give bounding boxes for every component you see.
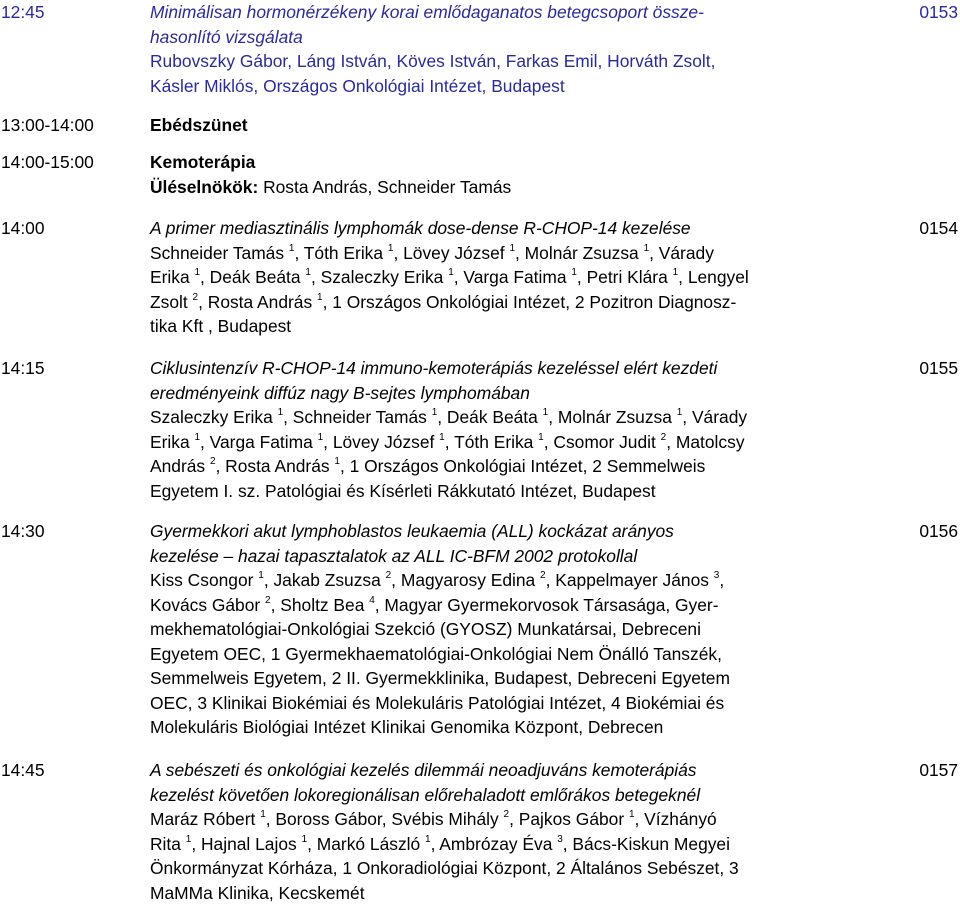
entry-content: [150, 0, 890, 98]
entry-time: 13:00-14:00: [1, 115, 94, 135]
chairs-names: Rosta András, Schneider Tamás: [258, 176, 512, 197]
talk-title-line: A primer mediasztinális lymphomák dose-dense R-CHOP-14 kezelése: [150, 218, 691, 238]
author-line: Önkormányzat Kórháza, 1 Onkoradiológiai Központ, 2 Általános Sebészet, 3: [150, 858, 739, 878]
author-line: Kásler Miklós, Országos Onkológiai Intézet, Budapest: [150, 75, 565, 96]
talk-title-line: kezelést követően lokoregionálisan előrehaladott emlőrákos betegeknél: [150, 784, 701, 805]
affiliation-superscript: 1: [439, 431, 445, 443]
session-content: [150, 150, 890, 199]
entry-time: 14:00: [1, 218, 45, 238]
entry-time: 12:45: [1, 2, 45, 22]
author-line: Egyetem OEC, 1 Gyermekhaematológiai-Onkológiai Nem Önálló Tanszék,: [150, 643, 722, 664]
author-line: Semmelweis Egyetem, 2 II. Gyermekklinika, Budapest, Debreceni Egyetem: [150, 668, 730, 688]
author-line: Egyetem I. sz. Patológiai és Kísérleti Rákkutató Intézet, Budapest: [150, 480, 656, 501]
abstract-code: 0154: [919, 218, 958, 238]
affiliation-superscript: 1: [628, 809, 635, 821]
author-line: Erika $^1$, Deák Beáta $^1$, Szaleczky Erika $^1$, Varga Fatima $^1$, Petri Klára $^1$, Lengyel: [150, 267, 749, 287]
entry-content: [150, 113, 890, 138]
affiliation-superscript: 1: [431, 407, 438, 419]
talk-title-line: Minimálisan hormonérzékeny korai emlődaganatos betegcsoport össze-: [150, 2, 704, 22]
abstract-code: 0157: [919, 760, 958, 780]
author-line: mekhematológiai-Onkológiai Szekció (GYOSZ) Munkatársai, Debreceni: [150, 619, 701, 639]
entry-time: 14:45: [1, 760, 45, 780]
talk-title-line: eredményeink diffúz nagy B-sejtes lymphomában: [150, 382, 530, 403]
author-line: Erika $^1$, Varga Fatima $^1$, Lövey József $^1$, Tóth Erika $^1$, Csomor Judit $^2$, Matolcsy: [150, 431, 745, 452]
author-line: Szaleczky Erika $^1$, Schneider Tamás $^1$, Deák Beáta $^1$, Molnár Zsuzsa $^1$, Várady: [150, 407, 748, 427]
author-line: Kiss Csongor $^1$, Jakab Zsuzsa $^2$, Magyarosy Edina $^2$, Kappelmayer János $^3$,: [150, 570, 725, 590]
entry-content: [150, 758, 890, 905]
affiliation-superscript: 1: [194, 267, 201, 279]
author-line: András $^2$, Rosta András $^1$, 1 Országos Onkológiai Intézet, 2 Semmelweis: [150, 456, 706, 476]
affiliation-superscript: 1: [509, 242, 516, 254]
talk-title-line: Ciklusintenzív R-CHOP-14 immuno-kemoterápiás kezeléssel elért kezdeti: [150, 358, 718, 378]
affiliation-superscript: 4: [369, 594, 375, 606]
affiliation-superscript: 3: [557, 833, 563, 845]
affiliation-superscript: 1: [277, 407, 284, 419]
entry-content: [150, 216, 890, 339]
affiliation-superscript: 1: [305, 267, 311, 279]
entry-time: 14:15: [1, 358, 45, 378]
abstract-code: 0156: [919, 521, 958, 541]
author-line: OEC, 3 Klinikai Biokémiai és Molekuláris Patológiai Intézet, 4 Biokémiai és: [150, 692, 725, 713]
chairs-label: Üléselnökök:: [150, 176, 259, 197]
affiliation-superscript: 2: [192, 291, 199, 303]
author-line: MaMMa Klinika, Kecskemét: [150, 882, 365, 903]
talk-title-line: kezelése – hazai tapasztalatok az ALL IC-BFM 2002 protokollal: [150, 545, 638, 566]
entry-time: 14:30: [1, 521, 45, 541]
abstract-code: 0153: [919, 2, 958, 22]
session-title: Kemoterápia: [150, 152, 256, 172]
affiliation-superscript: 2: [660, 431, 667, 443]
affiliation-superscript: 1: [571, 267, 577, 279]
affiliation-superscript: 3: [713, 570, 720, 582]
affiliation-superscript: 1: [317, 291, 323, 303]
affiliation-superscript: 1: [334, 456, 340, 468]
session-time: 14:00-15:00: [1, 152, 94, 172]
affiliation-superscript: 1: [448, 267, 454, 279]
talk-title-line: A sebészeti és onkológiai kezelés dilemmái neoadjuváns kemoterápiás: [150, 760, 697, 780]
affiliation-superscript: 2: [503, 809, 510, 821]
author-line: Maráz Róbert $^1$, Boross Gábor, Svébis Mihály $^2$, Pajkos Gábor $^1$, Vízhányó: [150, 809, 717, 829]
affiliation-superscript: 1: [301, 833, 308, 845]
abstract-code: 0155: [919, 358, 958, 378]
talk-title-line: Gyermekkori akut lymphoblastos leukaemia (ALL) kockázat arányos: [150, 521, 674, 541]
affiliation-superscript: 1: [387, 242, 394, 254]
author-line: Schneider Tamás $^1$, Tóth Erika $^1$, Lövey József $^1$, Molnár Zsuzsa $^1$, Várady: [150, 242, 714, 263]
session-chairs: [150, 175, 890, 200]
author-line: Molekuláris Biológiai Intézet Klinikai Genomika Központ, Debrecen: [150, 717, 664, 737]
affiliation-superscript: 1: [672, 267, 679, 279]
author-line: tika Kft , Budapest: [150, 316, 292, 336]
author-line: Rita $^1$, Hajnal Lajos $^1$, Markó László $^1$, Ambrózay Éva $^3$, Bács-Kiskun Megyei: [150, 833, 730, 854]
affiliation-superscript: 1: [194, 431, 201, 443]
affiliation-superscript: 2: [209, 456, 216, 468]
affiliation-superscript: 1: [425, 833, 431, 845]
affiliation-superscript: 2: [265, 594, 271, 606]
session-title: Ebédszünet: [150, 115, 248, 135]
affiliation-superscript: 2: [385, 570, 392, 582]
talk-title-line: hasonlító vizsgálata: [150, 26, 303, 47]
author-line: Kovács Gábor $^2$, Sholtz Bea $^4$, Magyar Gyermekorvosok Társasága, Gyer-: [150, 594, 719, 615]
affiliation-superscript: 1: [538, 431, 544, 443]
affiliation-superscript: 1: [258, 570, 264, 582]
author-line: Rubovszky Gábor, Láng István, Köves István, Farkas Emil, Horváth Zsolt,: [150, 51, 716, 71]
entry-content: [150, 356, 890, 503]
affiliation-superscript: 1: [317, 431, 324, 443]
affiliation-superscript: 1: [185, 833, 192, 845]
affiliation-superscript: 1: [676, 407, 683, 419]
affiliation-superscript: 1: [643, 242, 650, 254]
author-line: Zsolt $^2$, Rosta András $^1$, 1 Országos Onkológiai Intézet, 2 Pozitron Diagnosz-: [150, 291, 737, 312]
affiliation-superscript: 1: [260, 809, 266, 821]
affiliation-superscript: 1: [542, 407, 549, 419]
affiliation-superscript: 1: [288, 242, 295, 254]
affiliation-superscript: 2: [540, 570, 546, 582]
entry-content: [150, 519, 890, 740]
